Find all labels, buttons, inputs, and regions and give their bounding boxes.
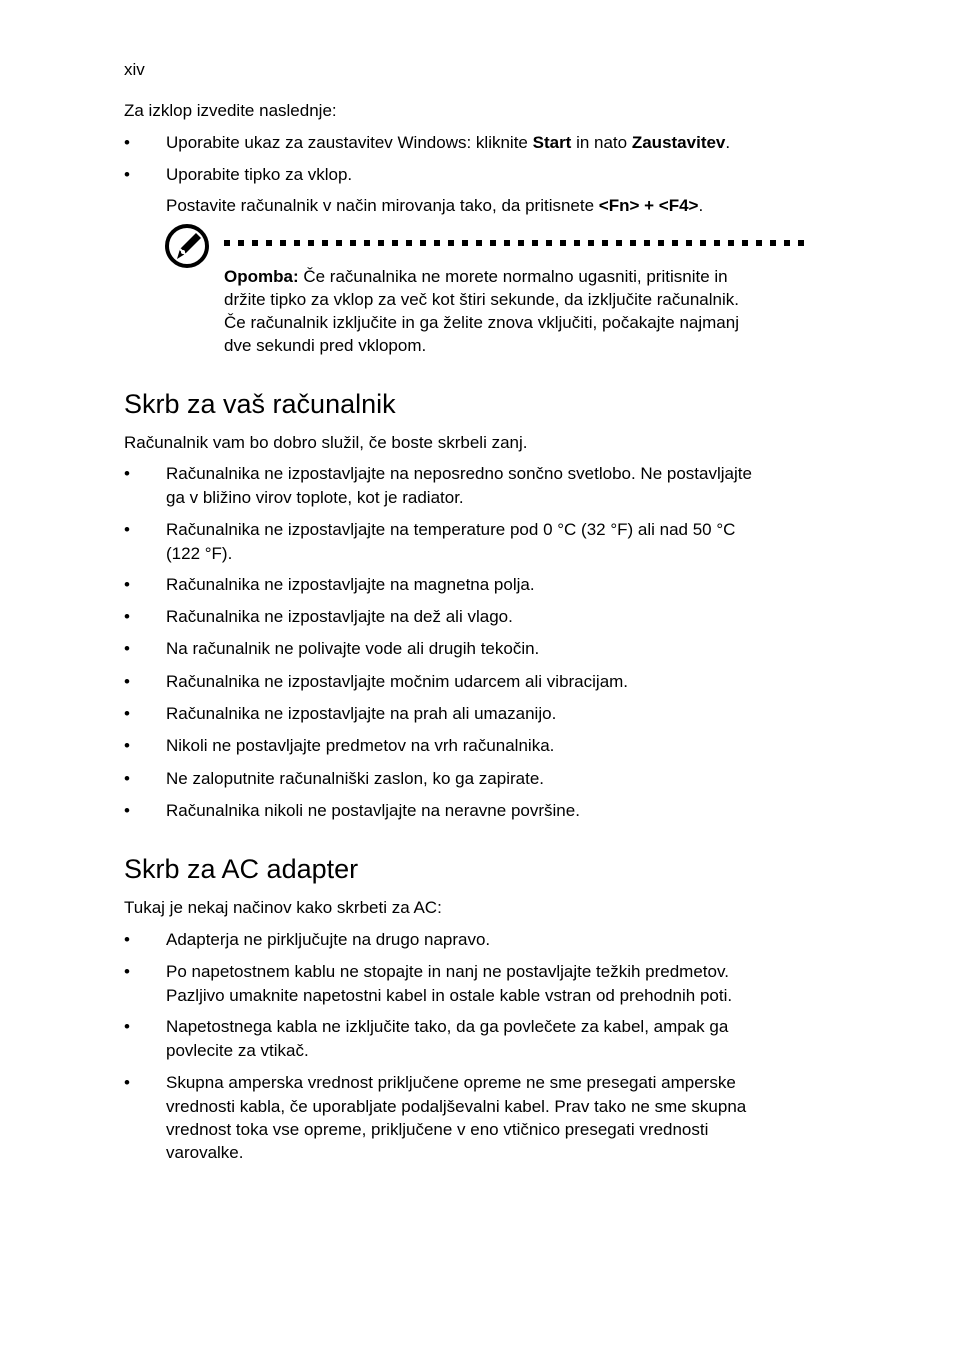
note-line-2: držite tipko za vklop za več kot štiri sekunde, da izključite računalnik. <box>224 290 739 309</box>
note-line-1: Opomba: Če računalnika ne morete normalno ugasniti, pritisnite in <box>224 267 728 286</box>
adapter-item-2-line-1: Po napetostnem kablu ne stopajte in nanj ne postavljajte težkih predmetov. <box>166 962 729 981</box>
care-item-5: Na računalnik ne polivajte vode ali drugih tekočin. <box>166 639 540 658</box>
shutdown-bullet-power: Uporabite tipko za vklop. <box>166 165 353 184</box>
page-number: xiv <box>124 60 145 79</box>
adapter-heading: Skrb za AC adapter <box>124 854 359 884</box>
note-divider <box>224 240 810 246</box>
shutdown-intro: Za izklop izvedite naslednje: <box>124 101 337 120</box>
start-bold: Start <box>532 133 572 152</box>
care-item-10: Računalnika nikoli ne postavljajte na neravne površine. <box>166 801 580 820</box>
note-pen-icon <box>163 222 211 270</box>
care-item-4: Računalnika ne izpostavljajte na dež ali vlago. <box>166 607 513 626</box>
sleep-instruction: Postavite računalnik v način mirovanja tako, da pritisnete <Fn> + <F4>. <box>166 196 704 215</box>
bullet-marker: • <box>124 133 130 152</box>
note-label: Opomba: <box>224 267 299 286</box>
adapter-item-3-line-2: povlecite za vtikač. <box>166 1041 309 1060</box>
bullet-marker: • <box>124 801 130 820</box>
adapter-item-2-line-2: Pazljivo umaknite napetostni kabel in ostale kable vstran od prehodnih poti. <box>166 986 733 1005</box>
adapter-intro: Tukaj je nekaj načinov kako skrbeti za AC: <box>124 898 442 917</box>
bullet-marker: • <box>124 704 130 723</box>
shutdown-bold: Zaustavitev <box>631 133 726 152</box>
adapter-item-4-line-1: Skupna amperska vrednost priključene opreme ne sme presegati amperske <box>166 1073 736 1092</box>
bullet-marker: • <box>124 672 130 691</box>
care-heading: Skrb za vaš računalnik <box>124 389 396 419</box>
care-item-8: Nikoli ne postavljajte predmetov na vrh računalnika. <box>166 736 555 755</box>
bullet-marker: • <box>124 607 130 626</box>
care-item-1-line-2: ga v bližino virov toplote, kot je radiator. <box>166 488 464 507</box>
care-item-2-line-2: (122 °F). <box>166 544 233 563</box>
bullet-marker: • <box>124 1073 130 1092</box>
bullet-marker: • <box>124 575 130 594</box>
bullet-marker: • <box>124 165 130 184</box>
bullet-marker: • <box>124 520 130 539</box>
bullet-marker: • <box>124 962 130 981</box>
adapter-item-4-line-4: varovalke. <box>166 1143 244 1162</box>
shutdown-bullet-windows: Uporabite ukaz za zaustavitev Windows: kliknite Start in nato Zaustavitev. <box>166 133 731 152</box>
adapter-item-4-line-3: vrednost toka vse opreme, priključene v eno vtičnico presegati vrednosti <box>166 1120 709 1139</box>
care-item-6: Računalnika ne izpostavljajte močnim udarcem ali vibracijam. <box>166 672 629 691</box>
note-line-3: Če računalnik izključite in ga želite znova vključiti, počakajte najmanj <box>224 313 739 332</box>
care-item-3: Računalnika ne izpostavljajte na magnetna polja. <box>166 575 535 594</box>
bullet-marker: • <box>124 769 130 788</box>
bullet-marker: • <box>124 639 130 658</box>
bullet-marker: • <box>124 736 130 755</box>
bullet-marker: • <box>124 1017 130 1036</box>
adapter-item-1: Adapterja ne pirključujte na drugo napravo. <box>166 930 491 949</box>
care-item-9: Ne zaloputnite računalniški zaslon, ko ga zapirate. <box>166 769 544 788</box>
sleep-keys: <Fn> + <F4> <box>598 196 699 215</box>
adapter-item-4-line-2: vrednosti kabla, če uporabljate podaljševalni kabel. Prav tako ne sme skupna <box>166 1097 747 1116</box>
note-line-4: dve sekundi pred vklopom. <box>224 336 427 355</box>
adapter-item-3-line-1: Napetostnega kabla ne izključite tako, da ga povlečete za kabel, ampak ga <box>166 1017 729 1036</box>
care-item-1-line-1: Računalnika ne izpostavljajte na neposredno sončno svetlobo. Ne postavljajte <box>166 464 752 483</box>
care-item-7: Računalnika ne izpostavljajte na prah ali umazanijo. <box>166 704 557 723</box>
care-item-2-line-1: Računalnika ne izpostavljajte na temperature pod 0 °C (32 °F) ali nad 50 °C <box>166 520 736 539</box>
care-intro: Računalnik vam bo dobro služil, če boste skrbeli zanj. <box>124 433 528 452</box>
bullet-marker: • <box>124 464 130 483</box>
bullet-marker: • <box>124 930 130 949</box>
